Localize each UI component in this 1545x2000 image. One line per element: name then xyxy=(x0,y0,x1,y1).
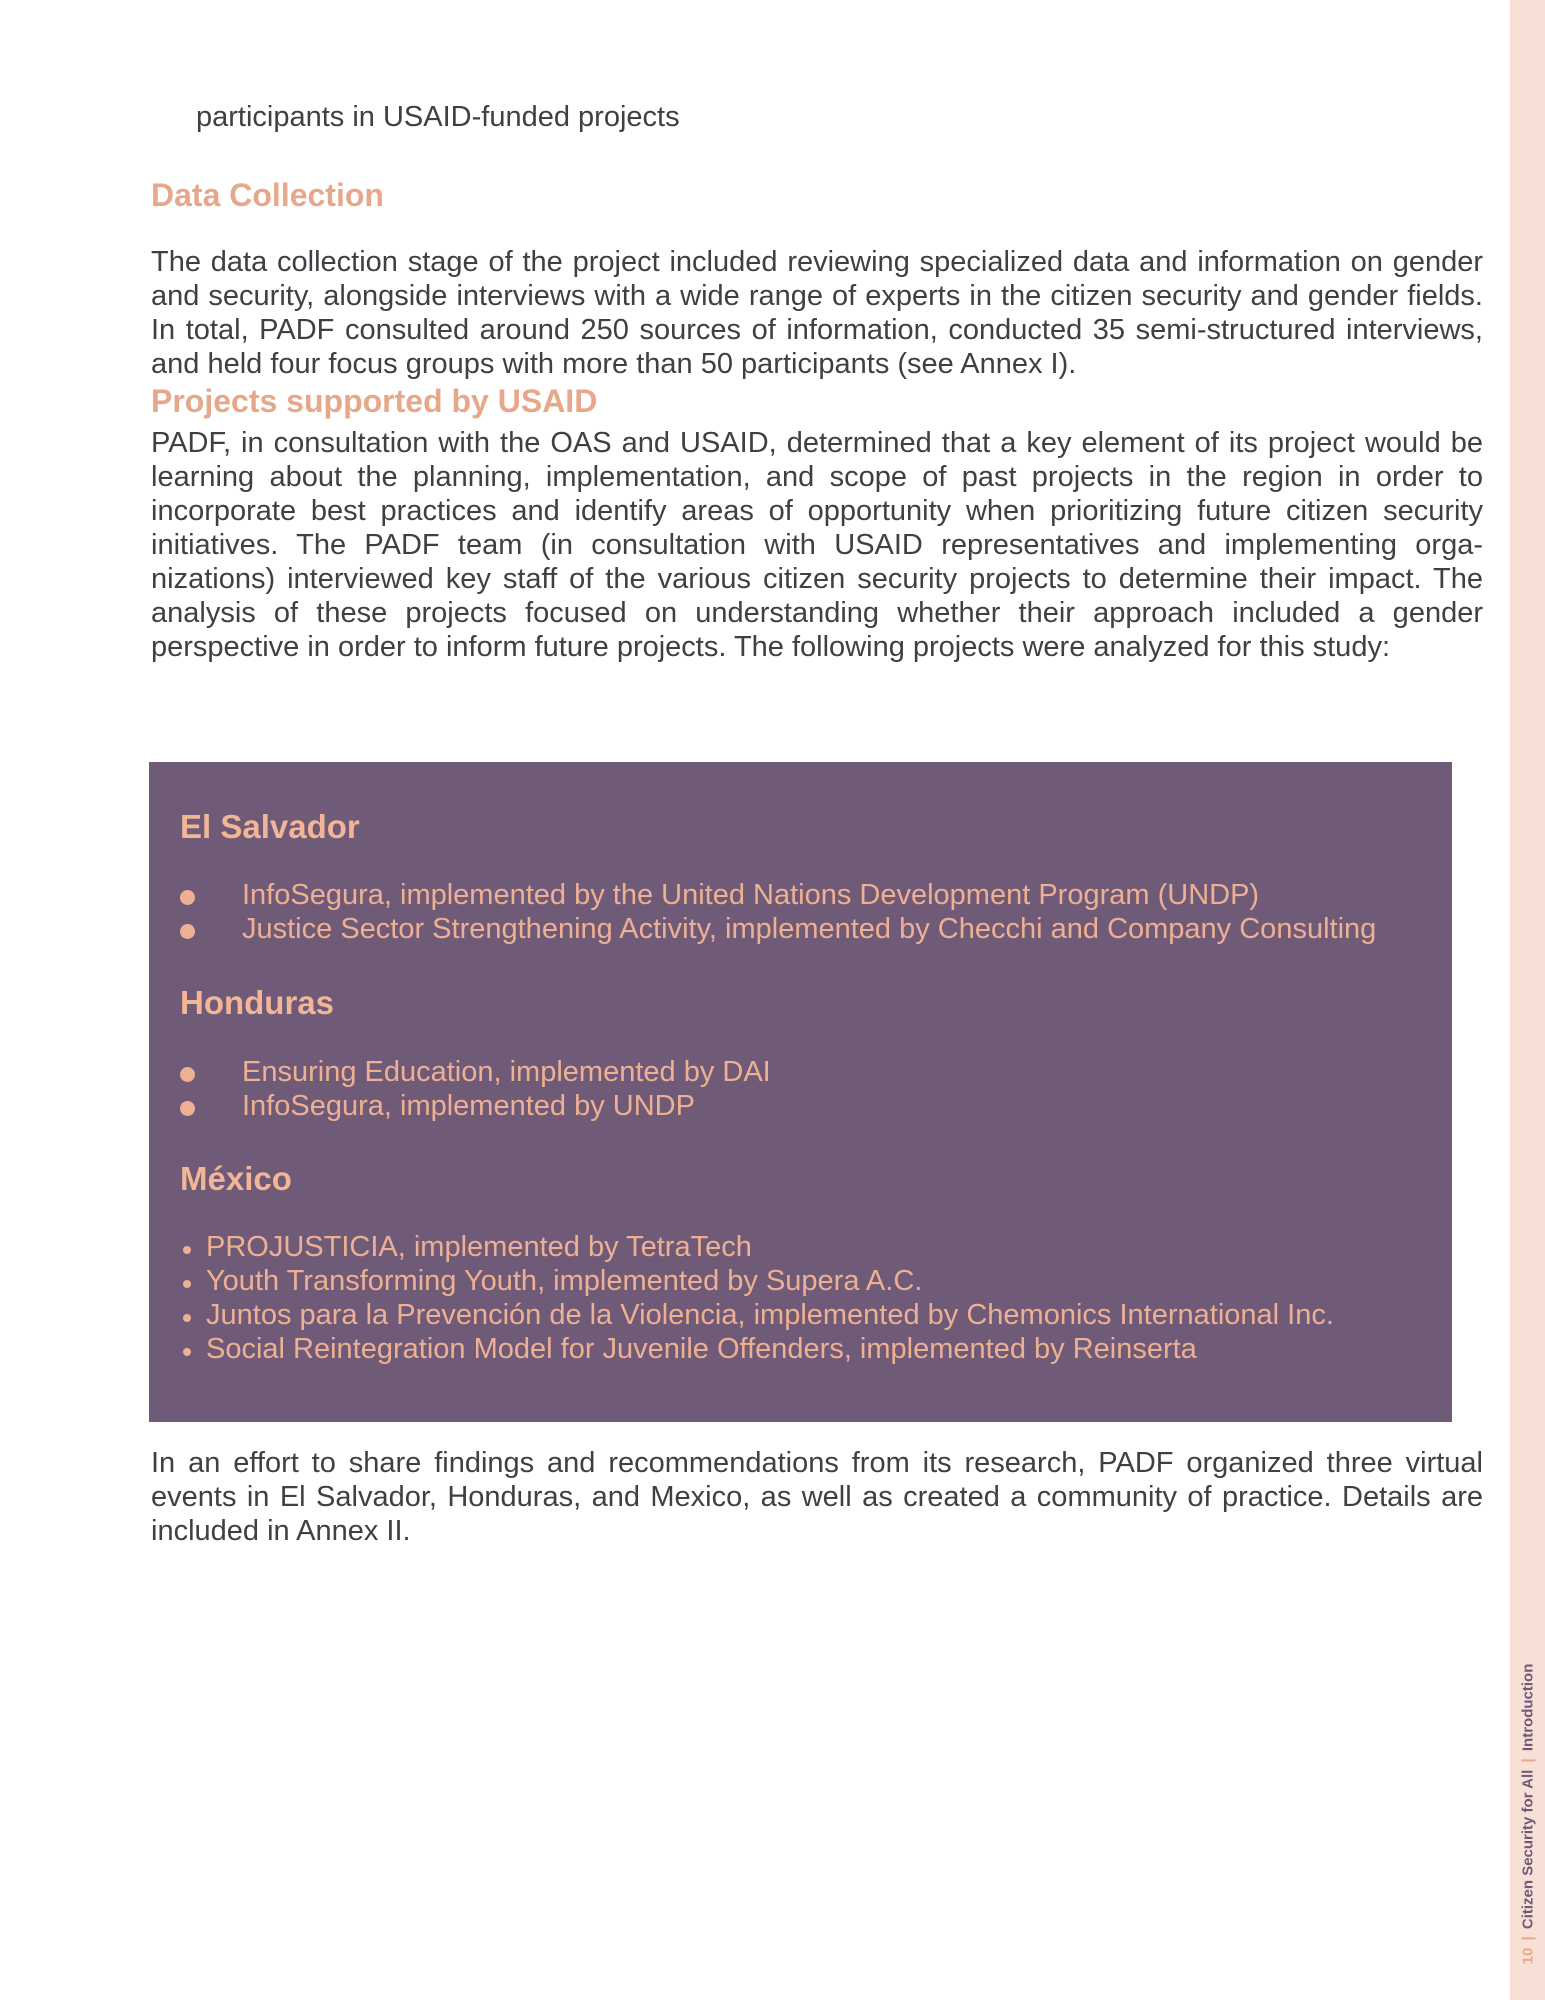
carry-over-text: participants in USAID-funded projects xyxy=(196,101,680,133)
country-heading-mexico: México xyxy=(180,1160,292,1197)
section-name: Introduction xyxy=(1519,1663,1537,1752)
data-collection-heading: Data Collection xyxy=(151,177,384,213)
bullet-icon xyxy=(183,1314,191,1322)
side-strip xyxy=(1510,0,1545,2000)
list-item: InfoSegura, implemented by UNDP xyxy=(180,1089,771,1123)
bullet-icon xyxy=(183,1348,191,1356)
country-heading-honduras: Honduras xyxy=(180,984,335,1021)
bullet-icon xyxy=(183,1246,191,1254)
bullet-icon xyxy=(180,1101,195,1116)
honduras-project-list xyxy=(180,1055,771,1123)
footer-separator: | xyxy=(1519,1936,1537,1941)
page-number: 10 xyxy=(1519,1947,1537,1965)
list-item: Ensuring Education, implemented by DAI xyxy=(180,1055,771,1089)
list-item: Social Reintegration Model for Juvenile Offenders, implemented by Reinserta xyxy=(180,1332,1334,1366)
list-item: InfoSegura, implemented by the United Nations Development Program (UNDP) xyxy=(180,878,1376,912)
projects-heading: Projects supported by USAID xyxy=(151,383,598,419)
bullet-icon xyxy=(180,1067,195,1082)
projects-paragraph: PADF, in consultation with the OAS and USAID, determined that a key element of its project would be learning about the planning, implementation, and scope of past projects in the region in order to incorporate best practices and identify areas of opportunity when prioritizing future citizen security initiatives. The PADF team (in consultation with USAID representatives and implementing organizations) interviewed key staff of the various citizen security projects to determine their impact. The analysis of these projects focused on understanding whether their approach included a gender perspective in order to inform future projects. The following projects were analyzed for this study: xyxy=(151,427,1483,663)
bullet-icon xyxy=(180,890,195,905)
mexico-project-list xyxy=(180,1230,1334,1366)
country-heading-el-salvador: El Salvador xyxy=(180,808,360,845)
el-salvador-project-list xyxy=(180,878,1376,946)
document-title: Citizen Security for All xyxy=(1519,1769,1537,1930)
list-item: Youth Transforming Youth, implemented by Supera A.C. xyxy=(180,1264,1334,1298)
footer-separator-2: | xyxy=(1519,1758,1537,1763)
projects-box xyxy=(149,762,1452,1422)
list-item: Juntos para la Prevención de la Violencia, implemented by Chemonics International Inc. xyxy=(180,1298,1334,1332)
bullet-icon xyxy=(183,1280,191,1288)
bullet-icon xyxy=(180,924,195,939)
data-collection-paragraph: The data collection stage of the project included reviewing specialized data and information on gender and security, alongside interviews with a wide range of experts in the citizen security and gender fields. In total, PADF consulted around 250 sources of information, conducted 35 semi-structured interviews, and held four focus groups with more than 50 participants (see Annex I). xyxy=(151,246,1483,380)
running-footer xyxy=(1513,1634,1543,1994)
list-item: PROJUSTICIA, implemented by TetraTech xyxy=(180,1230,1334,1264)
closing-paragraph: In an effort to share findings and recommendations from its research, PADF organized three virtual events in El Salvador, Honduras, and Mexico, as well as created a community of practice. Details are included in Annex II. xyxy=(151,1447,1483,1547)
list-item: Justice Sector Strengthening Activity, implemented by Checchi and Company Consulting xyxy=(180,912,1376,946)
